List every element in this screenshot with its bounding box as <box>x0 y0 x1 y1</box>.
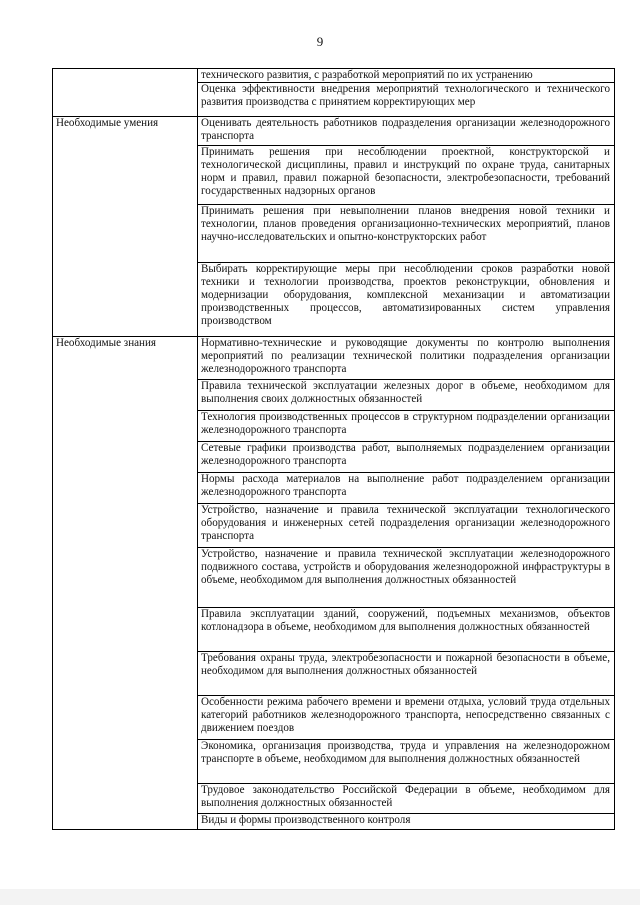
table-row <box>53 69 615 83</box>
row-text: Правила технической эксплуатации железных дорог в объеме, необходимом для выполнения своих должностных обязанностей <box>198 380 615 411</box>
table-row <box>53 117 615 146</box>
row-text: технического развития, с разработкой мероприятий по их устранению <box>198 69 615 83</box>
row-text: Правила эксплуатации зданий, сооружений, подъемных механизмов, объектов котлонадзора в объеме, необходимом для выполнения должностных обязанностей <box>198 608 615 652</box>
row-text: Оценка эффективности внедрения мероприятий технологического и технического развития производства с принятием корректирующих мер <box>198 83 615 117</box>
row-text: Оценивать деятельность работников подразделения организации железнодорожного транспорта <box>198 117 615 146</box>
page-number: 9 <box>316 34 324 49</box>
table-row <box>53 337 615 380</box>
section-label: Необходимые знания <box>53 337 198 830</box>
row-text: Экономика, организация производства, труда и управления на железнодорожном транспорте в объеме, необходимом для выполнения должностных обязанностей <box>198 740 615 784</box>
row-text: Выбирать корректирующие меры при несоблюдении сроков разработки новой техники и технологии производства, проектов реконструкции, обновления и модернизации оборудования, комплексной механизации и автоматизации производственных процессов, автоматизированных систем управления производством <box>198 263 615 337</box>
row-text: Устройство, назначение и правила технической эксплуатации технологического оборудования и инженерных сетей подразделения организации железнодорожного транспорта <box>198 504 615 548</box>
section-label: Необходимые умения <box>53 117 198 337</box>
competency-table <box>52 68 615 830</box>
row-text: Принимать решения при невыполнении планов внедрения новой техники и технологии, планов проведения организационно-технических мероприятий, планов научно-исследовательских и опытно-конструкторских работ <box>198 205 615 263</box>
row-text: Трудовое законодательство Российской Федерации в объеме, необходимом для выполнения должностных обязанностей <box>198 784 615 814</box>
row-text: Устройство, назначение и правила технической эксплуатации железнодорожного подвижного состава, устройств и оборудования железнодорожной инфраструктуры в объеме, необходимом для выполнения должностных обязанностей <box>198 548 615 608</box>
row-text: Нормативно-технические и руководящие документы по контролю выполнения мероприятий по реализации технической политики подразделения организации железнодорожного транспорта <box>198 337 615 380</box>
scan-bottom-margin <box>0 889 640 905</box>
row-text: Особенности режима рабочего времени и времени отдыха, условий труда отдельных категорий работников железнодорожного транспорта, непосредственно связанных с движением поездов <box>198 696 615 740</box>
row-text: Технология производственных процессов в структурном подразделении организации железнодорожного транспорта <box>198 411 615 442</box>
row-text: Нормы расхода материалов на выполнение работ подразделением организации железнодорожного транспорта <box>198 473 615 504</box>
row-text: Виды и формы производственного контроля <box>198 814 615 830</box>
section-label <box>53 69 198 117</box>
row-text: Сетевые графики производства работ, выполняемых подразделением организации железнодорожного транспорта <box>198 442 615 473</box>
row-text: Требования охраны труда, электробезопасности и пожарной безопасности в объеме, необходимом для выполнения должностных обязанностей <box>198 652 615 696</box>
row-text: Принимать решения при несоблюдении проектной, конструкторской и технологической дисциплины, правил и инструкций по охране труда, санитарных норм и правил, правил пожарной безопасности, электробезопасности, требований государственных надзорных органов <box>198 146 615 205</box>
